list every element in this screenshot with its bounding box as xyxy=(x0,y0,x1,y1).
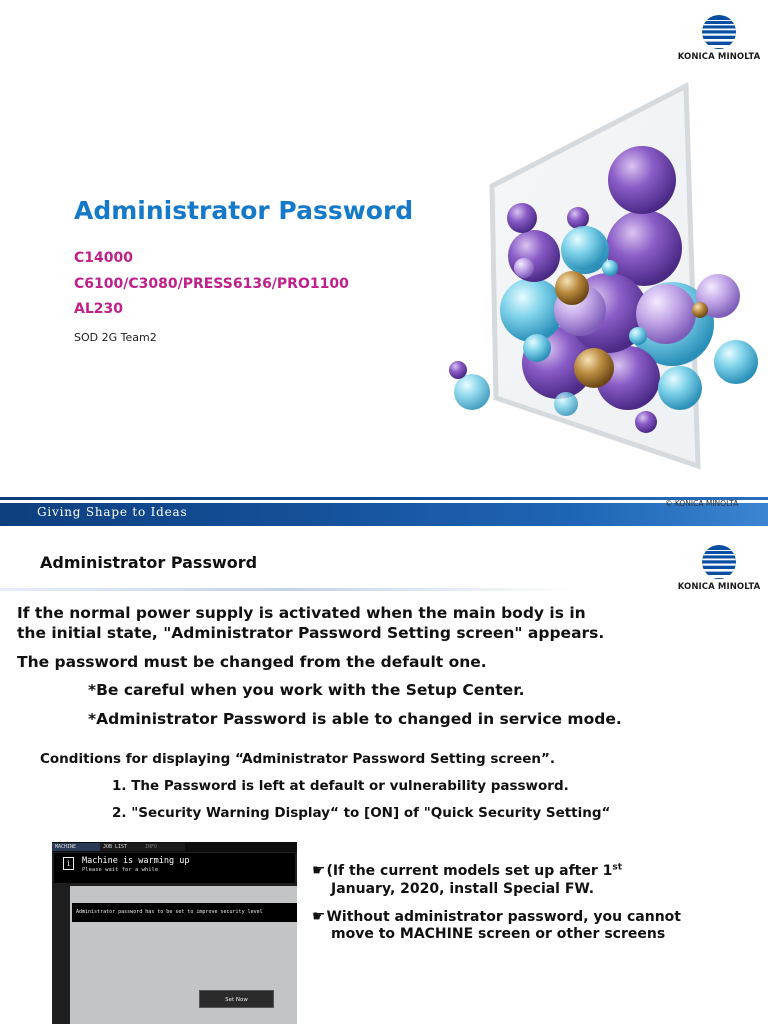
note-text: Without administrator password, you cannot xyxy=(326,909,681,925)
condition-item: 2. "Security Warning Display“ to [ON] of "Quick Security Setting“ xyxy=(112,805,611,821)
copyright-notice: © KONICA MINOLTA xyxy=(665,499,739,508)
device-message-title: Machine is warming up xyxy=(82,856,190,866)
konica-minolta-globe-icon xyxy=(701,544,737,580)
device-warning-text: Administrator password has to be set to improve security level xyxy=(76,909,263,915)
content-slide xyxy=(0,532,768,1024)
info-icon: i xyxy=(63,857,74,870)
set-now-button: Set Now xyxy=(199,990,274,1008)
intro-line: If the normal power supply is activated when the main body is in xyxy=(17,604,586,622)
pointing-hand-icon: ☛ xyxy=(312,861,326,879)
change-note: The password must be changed from the default one. xyxy=(17,653,487,671)
device-message-area xyxy=(54,853,295,883)
model-line: C6100/C3080/PRESS6136/PRO1100 xyxy=(74,276,349,292)
note-superscript: st xyxy=(612,862,623,873)
device-tab-info: INFO xyxy=(142,843,185,851)
device-tab-job-list: JOB LIST xyxy=(100,843,143,851)
team-name: SOD 2G Team2 xyxy=(74,331,157,344)
note-special-fw xyxy=(312,862,622,880)
brand-tagline: Giving Shape to Ideas xyxy=(37,505,188,519)
title-underline xyxy=(0,588,580,591)
brand-wordmark: KONICA MINOLTA xyxy=(677,52,761,62)
bubbles-illustration xyxy=(440,78,768,478)
model-line: AL230 xyxy=(74,301,123,317)
conditions-title: Conditions for displaying “Administrator Password Setting screen”. xyxy=(40,751,556,767)
device-dialog xyxy=(70,886,297,1024)
model-line: C14000 xyxy=(74,250,133,266)
slide-title: Administrator Password xyxy=(74,196,414,225)
note-text: (If the current models set up after 1 xyxy=(326,863,613,879)
intro-line: the initial state, "Administrator Password Setting screen" appears. xyxy=(17,624,605,642)
note-text-line: January, 2020, install Special FW. xyxy=(331,881,595,897)
note-text-line: move to MACHINE screen or other screens xyxy=(331,926,666,942)
condition-item: 1. The Password is left at default or vulnerability password. xyxy=(112,778,569,794)
footer-rule xyxy=(0,497,768,500)
caution-note: *Administrator Password is able to changed in service mode. xyxy=(88,710,622,728)
device-message-sub: Please wait for a while xyxy=(82,867,159,873)
brand-logo xyxy=(674,14,764,70)
device-tab-bar xyxy=(52,842,297,852)
device-tab-machine: MACHINE xyxy=(52,843,101,851)
pointing-hand-icon: ☛ xyxy=(312,907,326,925)
brand-wordmark: KONICA MINOLTA xyxy=(677,582,761,592)
slide-title: Administrator Password xyxy=(40,553,258,572)
brand-logo xyxy=(674,544,764,600)
device-screen-screenshot xyxy=(52,842,297,1024)
device-warning-strip xyxy=(72,903,297,922)
caution-note: *Be careful when you work with the Setup Center. xyxy=(88,681,525,699)
konica-minolta-globe-icon xyxy=(701,14,737,50)
note-no-password xyxy=(312,908,681,926)
